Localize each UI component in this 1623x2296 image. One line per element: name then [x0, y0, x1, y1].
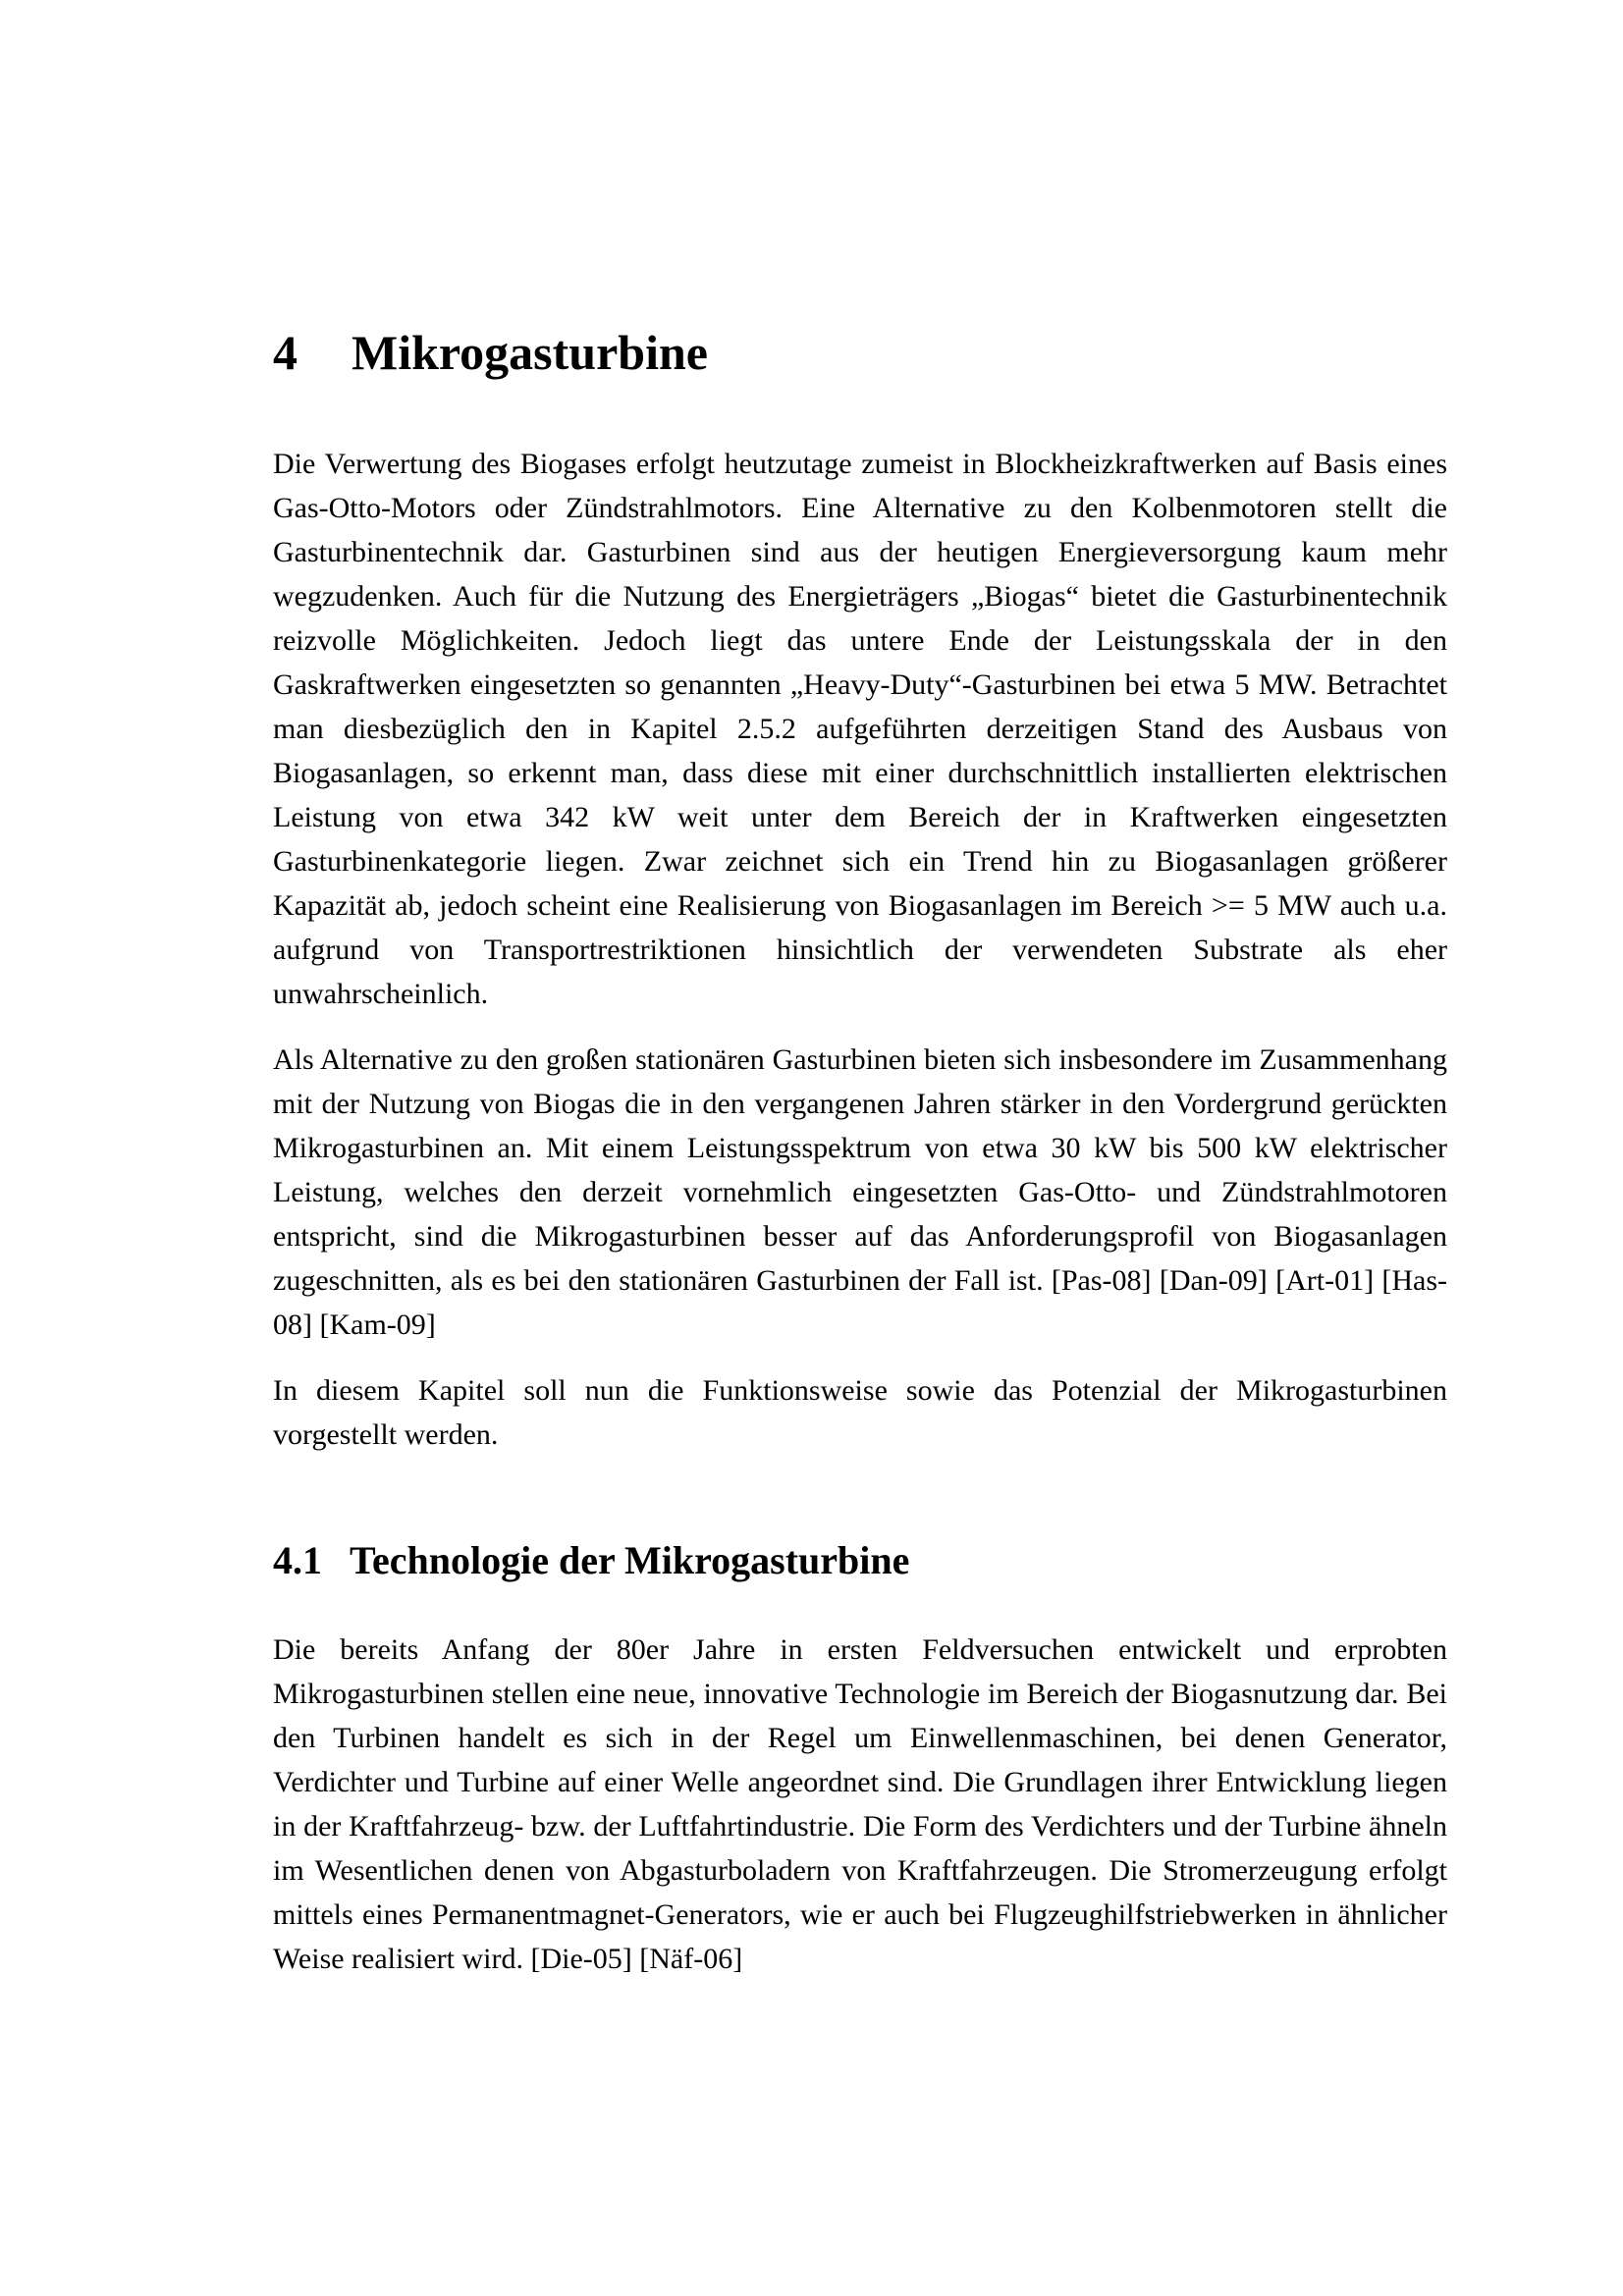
section-heading: [273, 1537, 1447, 1584]
chapter-number: 4: [273, 325, 298, 380]
section-title: Technologie der Mikrogasturbine: [350, 1538, 910, 1582]
paragraph-mikrogasturbinen-alternative: Als Alternative zu den großen stationären Gasturbinen bieten sich insbesondere im Zusammenhang mit der Nutzung von Biogas die in den vergangenen Jahren stärker in den Vordergrund gerückten Mikrogasturbinen an. Mit einem Leistungsspektrum von etwa 30 kW bis 500 kW elektrischer Leistung, welches den derzeit vornehmlich eingesetzten Gas-Otto- und Zündstrahlmotoren entspricht, sind die Mikrogasturbinen besser auf das Anforderungsprofil von Biogasanlagen zugeschnitten, als es bei den stationären Gasturbinen der Fall ist. [Pas-08] [Dan-09] [Art-01] [Has-08] [Kam-09]: [273, 1043, 1447, 1341]
page-content: [273, 324, 1447, 1981]
paragraph-technologie-beschreibung: Die bereits Anfang der 80er Jahre in ersten Feldversuchen entwickelt und erprobten Mikrogasturbinen stellen eine neue, innovative Technologie im Bereich der Biogasnutzung dar. Bei den Turbinen handelt es sich in der Regel um Einwellenmaschinen, bei denen Generator, Verdichter und Turbine auf einer Welle angeordnet sind. Die Grundlagen ihrer Entwicklung liegen in der Kraftfahrzeug- bzw. der Luftfahrtindustrie. Die Form des Verdichters und der Turbine ähneln im Wesentlichen denen von Abgasturboladern von Kraftfahrzeugen. Die Stromerzeugung erfolgt mittels eines Permanentmagnet-Generators, wie er auch bei Flugzeughilfstriebwerken in ähnlicher Weise realisiert wird. [Die-05] [Näf-06]: [273, 1633, 1447, 1975]
paragraph-kapitel-ueberblick: In diesem Kapitel soll nun die Funktionsweise sowie das Potenzial der Mikrogasturbinen vorgestellt werden.: [273, 1374, 1447, 1451]
chapter-title: Mikrogasturbine: [352, 325, 708, 380]
paragraph-biogas-verwertung: Die Verwertung des Biogases erfolgt heutzutage zumeist in Blockheizkraftwerken auf Basis eines Gas-Otto-Motors oder Zündstrahlmotors. Eine Alternative zu den Kolbenmotoren stellt die Gasturbinentechnik dar. Gasturbinen sind aus der heutigen Energieversorgung kaum mehr wegzudenken. Auch für die Nutzung des Energieträgers „Biogas“ bietet die Gasturbinentechnik reizvolle Möglichkeiten. Jedoch liegt das untere Ende der Leistungsskala der in den Gaskraftwerken eingesetzten so genannten „Heavy-Duty“-Gasturbinen bei etwa 5 MW. Betrachtet man diesbezüglich den in Kapitel 2.5.2 aufgeführten derzeitigen Stand des Ausbaus von Biogasanlagen, so erkennt man, dass diese mit einer durchschnittlich installierten elektrischen Leistung von etwa 342 kW weit unter dem Bereich der in Kraftwerken eingesetzten Gasturbinenkategorie liegen. Zwar zeichnet sich ein Trend hin zu Biogasanlagen größerer Kapazität ab, jedoch scheint eine Realisierung von Biogasanlagen im Bereich >= 5 MW auch u.a. aufgrund von Transportrestriktionen hinsichtlich der verwendeten Substrate als eher unwahrscheinlich.: [273, 448, 1447, 1010]
section-number: 4.1: [273, 1538, 322, 1582]
chapter-heading: [273, 324, 1447, 381]
